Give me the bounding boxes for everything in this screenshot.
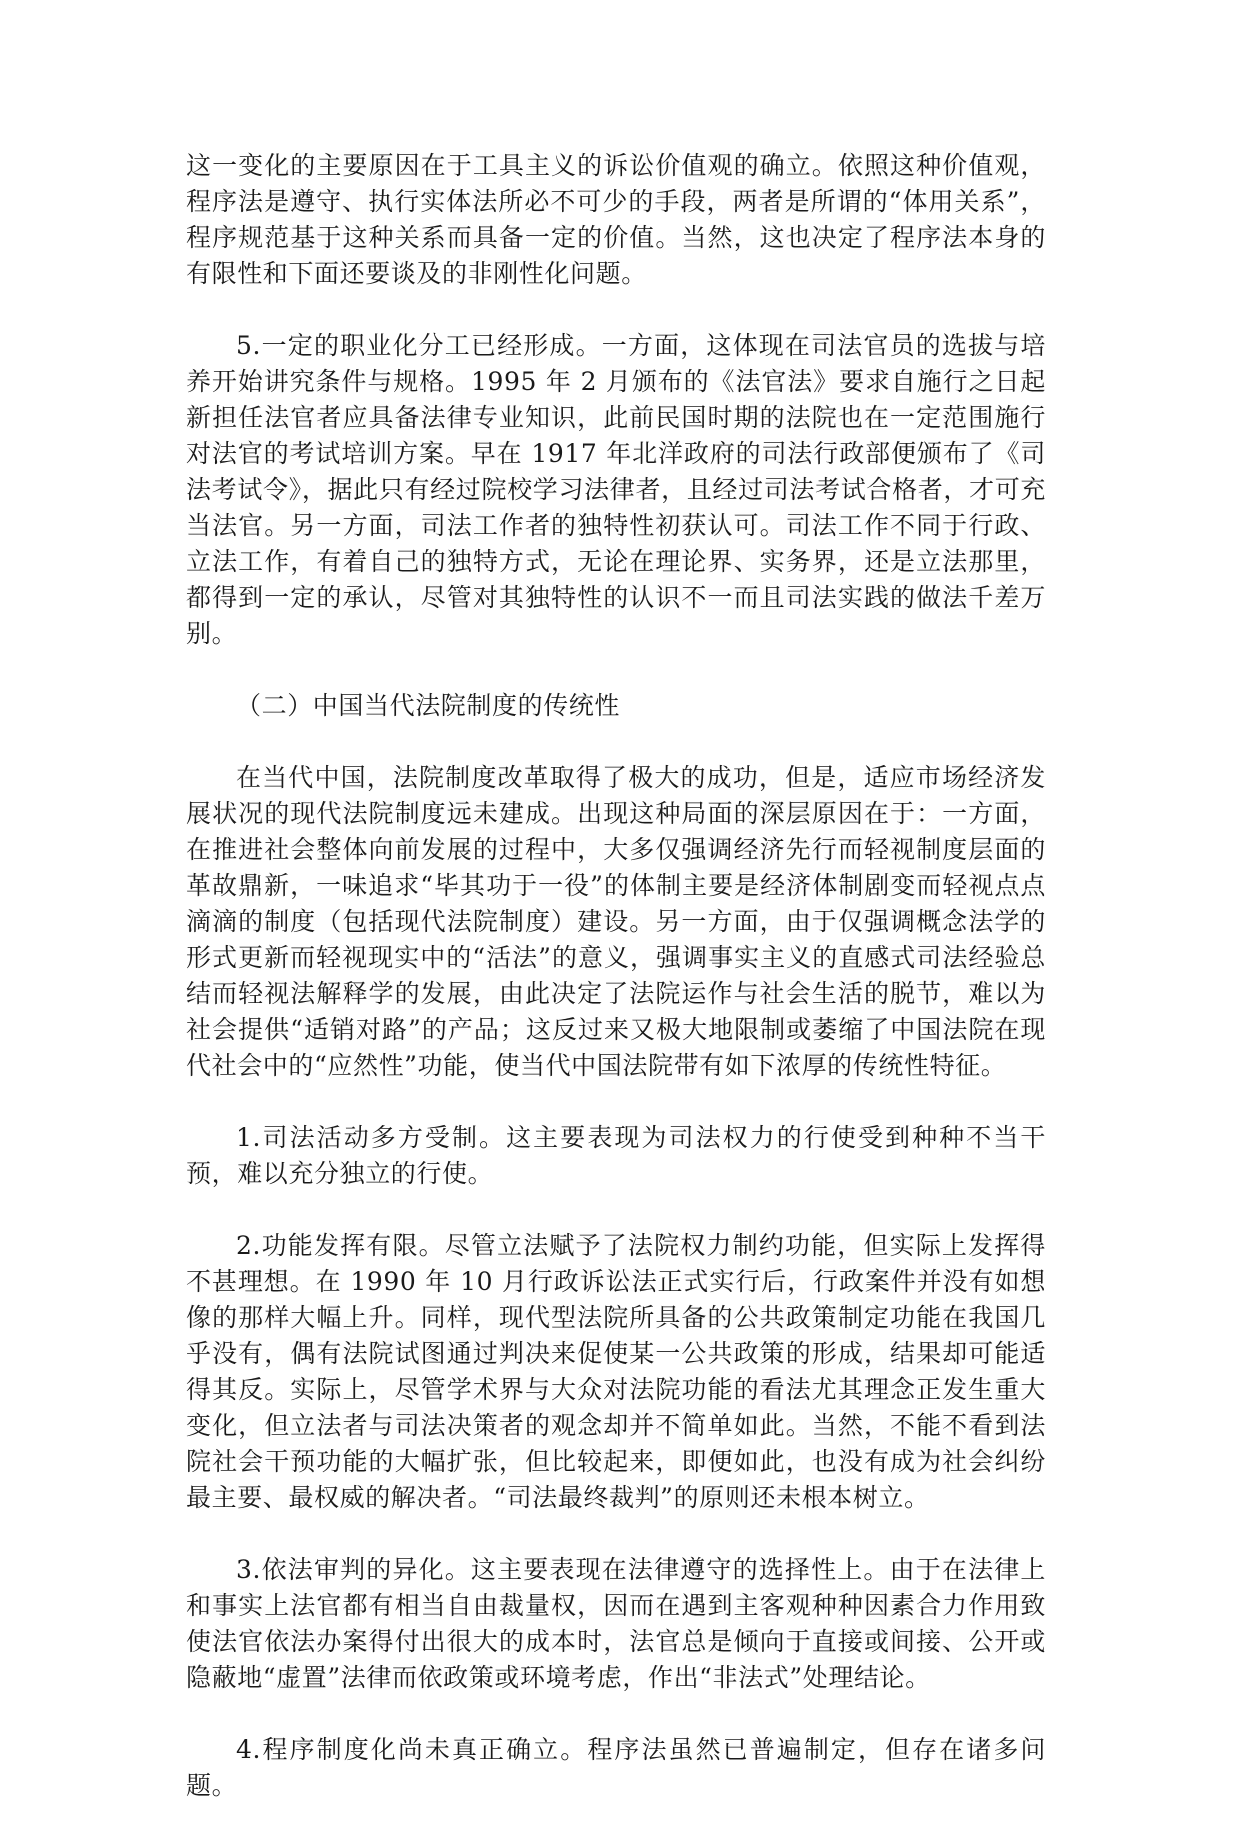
- paragraph-intro: 在当代中国，法院制度改革取得了极大的成功，但是，适应市场经济发展状况的现代法院制度远未建成。出现这种局面的深层原因在于：一方面，在推进社会整体向前发展的过程中，大多仅强调经济先行而轻视制度层面的革故鼎新，一味追求“毕其功于一役”的体制主要是经济体制剧变而轻视点点滴滴的制度（包括现代法院制度）建设。另一方面，由于仅强调概念法学的形式更新而轻视现实中的“活法”的意义，强调事实主义的直感式司法经验总结而轻视法解释学的发展，由此决定了法院运作与社会生活的脱节，难以为社会提供“适销对路”的产品；这反过来又极大地限制或萎缩了中国法院在现代社会中的“应然性”功能，使当代中国法院带有如下浓厚的传统性特征。: [186, 763, 1046, 1080]
- paragraph-continuation: 这一变化的主要原因在于工具主义的诉讼价值观的确立。依照这种价值观，程序法是遵守、执行实体法所必不可少的手段，两者是所谓的“体用关系”，程序规范基于这种关系而具备一定的价值。当然，这也决定了程序法本身的有限性和下面还要谈及的非刚性化问题。: [186, 151, 1046, 288]
- document-page: [186, 148, 1046, 1840]
- section-heading: （二）中国当代法院制度的传统性: [236, 691, 621, 720]
- paragraph-point-4: 4.程序制度化尚未真正确立。程序法虽然已普遍制定，但存在诸多问题。: [186, 1735, 1046, 1800]
- paragraph-point-5: 5.一定的职业化分工已经形成。一方面，这体现在司法官员的选拔与培养开始讲究条件与规格。1995 年 2 月颁布的《法官法》要求自施行之日起新担任法官者应具备法律专业知识，此前民国时期的法院也在一定范围施行对法官的考试培训方案。早在 1917 年北洋政府的司法行政部便颁布了《司法考试令》，据此只有经过院校学习法律者，且经过司法考试合格者，才可充当法官。另一方面，司法工作者的独特性初获认可。司法工作不同于行政、立法工作，有着自己的独特方式，无论在理论界、实务界，还是立法那里，都得到一定的承认，尽管对其独特性的认识不一而且司法实践的做法千差万别。: [186, 331, 1046, 648]
- paragraph-point-3: 3.依法审判的异化。这主要表现在法律遵守的选择性上。由于在法律上和事实上法官都有相当自由裁量权，因而在遇到主客观种种因素合力作用致使法官依法办案得付出很大的成本时，法官总是倾向于直接或间接、公开或隐蔽地“虚置”法律而依政策或环境考虑，作出“非法式”处理结论。: [186, 1555, 1046, 1692]
- paragraph-point-2: 2.功能发挥有限。尽管立法赋予了法院权力制约功能，但实际上发挥得不甚理想。在 1990 年 10 月行政诉讼法正式实行后，行政案件并没有如想像的那样大幅上升。同样，现代型法院所具备的公共政策制定功能在我国几乎没有，偶有法院试图通过判决来促使某一公共政策的形成，结果却可能适得其反。实际上，尽管学术界与大众对法院功能的看法尤其理念正发生重大变化，但立法者与司法决策者的观念却并不简单如此。当然，不能不看到法院社会干预功能的大幅扩张，但比较起来，即便如此，也没有成为社会纠纷最主要、最权威的解决者。“司法最终裁判”的原则还未根本树立。: [186, 1231, 1046, 1512]
- paragraph-point-1: 1.司法活动多方受制。这主要表现为司法权力的行使受到种种不当干预，难以充分独立的行使。: [186, 1123, 1046, 1188]
